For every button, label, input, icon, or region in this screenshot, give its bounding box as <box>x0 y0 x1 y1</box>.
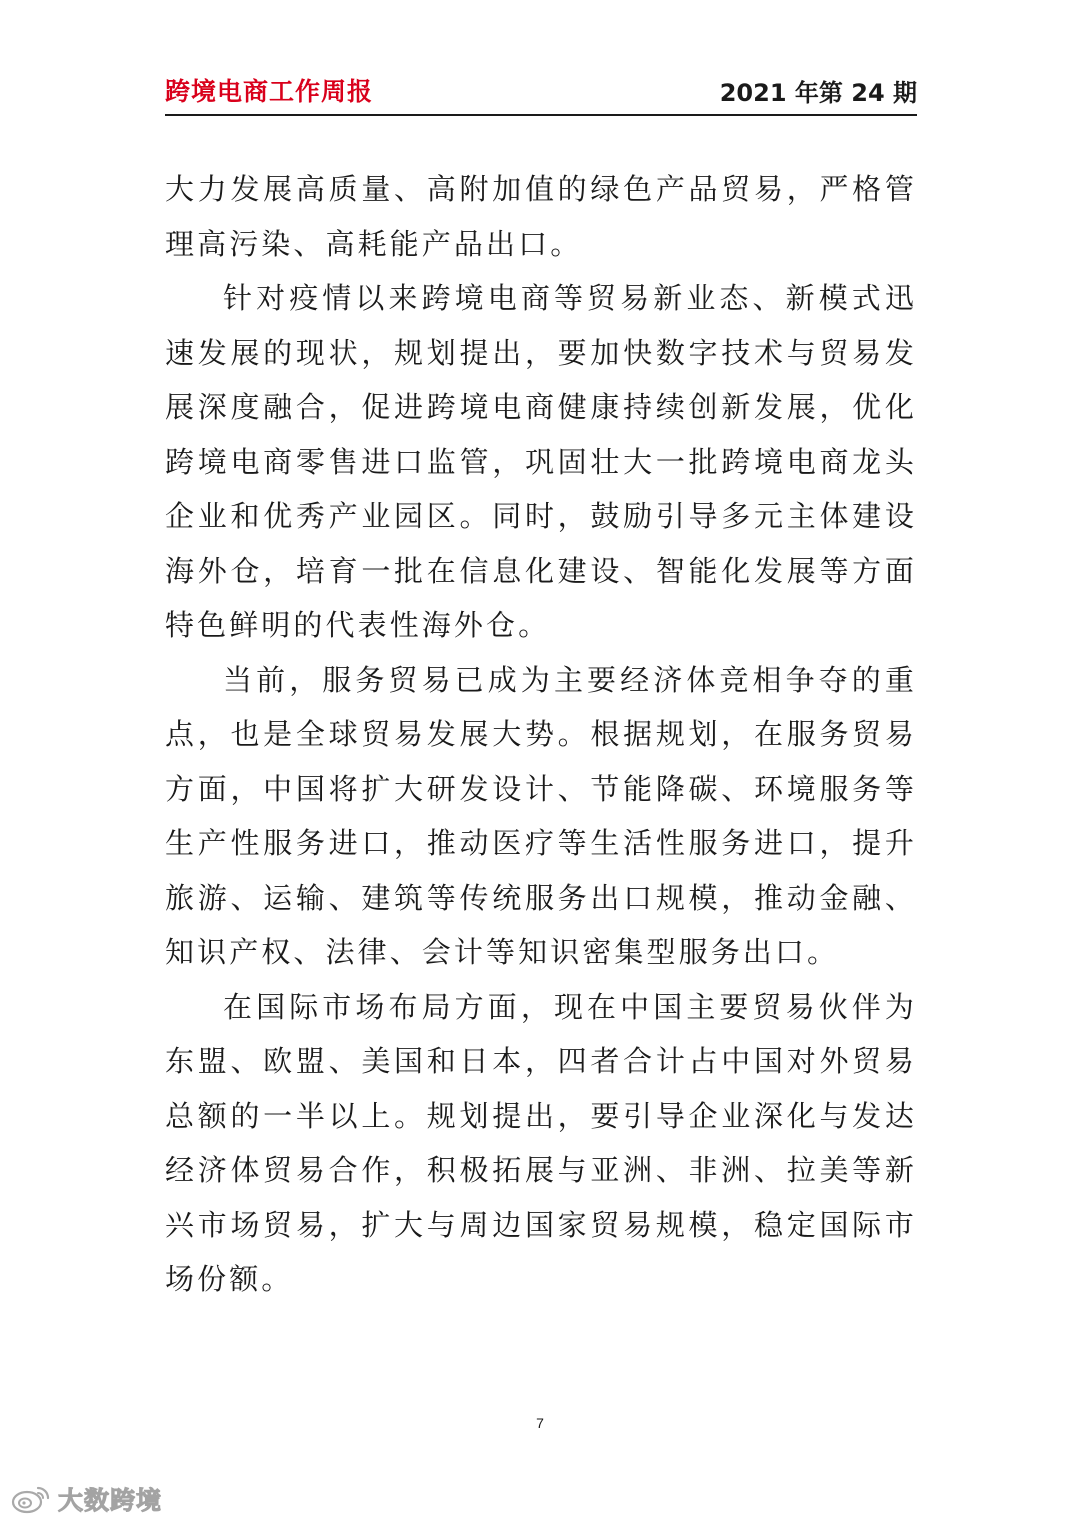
weibo-logo-icon <box>10 1484 52 1514</box>
watermark <box>10 1482 162 1516</box>
paragraph: 在国际市场布局方面，现在中国主要贸易伙伴为东盟、欧盟、美国和日本，四者合计占中国对外贸易总额的一半以上。规划提出，要引导企业深化与发达经济体贸易合作，积极拓展与亚洲、非洲、拉美等新兴市场贸易，扩大与周边国家贸易规模，稳定国际市场份额。 <box>165 989 917 1296</box>
page-header <box>165 70 917 116</box>
issue-number: 2021 年第 24 期 <box>719 79 917 107</box>
publication-title: 跨境电商工作周报 <box>165 77 374 106</box>
article-body <box>165 162 917 1307</box>
paragraph: 针对疫情以来跨境电商等贸易新业态、新模式迅速发展的现状，规划提出，要加快数字技术与贸易发展深度融合，促进跨境电商健康持续创新发展，优化跨境电商零售进口监管，巩固壮大一批跨境电商龙头企业和优秀产业园区。同时，鼓励引导多元主体建设海外仓，培育一批在信息化建设、智能化发展等方面特色鲜明的代表性海外仓。 <box>165 281 917 642</box>
paragraph-continued: 大力发展高质量、高附加值的绿色产品贸易，严格管理高污染、高耗能产品出口。 <box>165 172 917 261</box>
watermark-text: 大数跨境 <box>58 1486 163 1515</box>
paragraph: 当前，服务贸易已成为主要经济体竞相争夺的重点，也是全球贸易发展大势。根据规划，在服务贸易方面，中国将扩大研发设计、节能降碳、环境服务等生产性服务进口，推动医疗等生活性服务进口，提升旅游、运输、建筑等传统服务出口规模，推动金融、知识产权、法律、会计等知识密集型服务出口。 <box>165 662 917 969</box>
page-number: 7 <box>536 1415 544 1431</box>
